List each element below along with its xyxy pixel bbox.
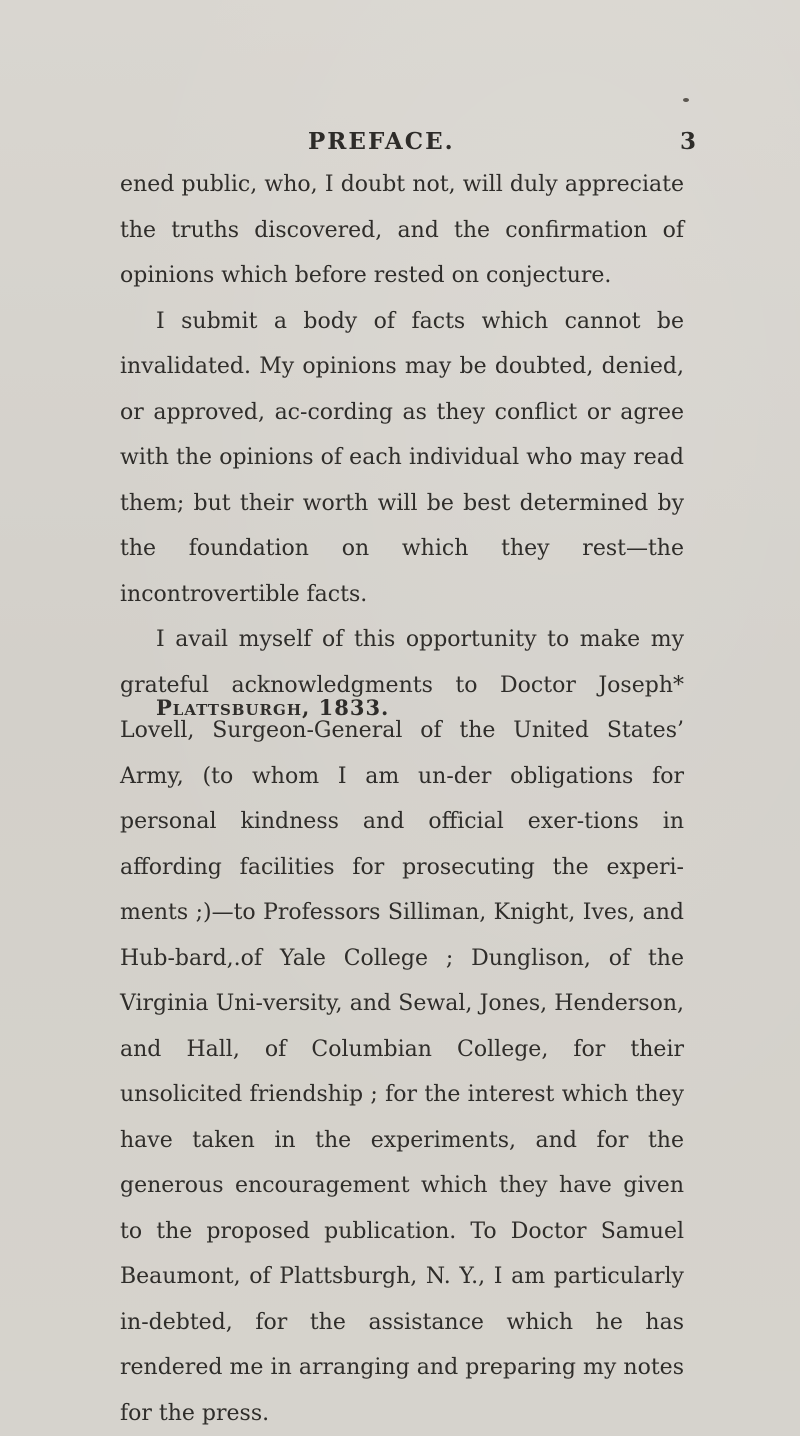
ink-blot xyxy=(683,98,689,102)
running-title: PREFACE. xyxy=(308,128,455,155)
paragraph-facts: I submit a body of facts which cannot be invalidated. My opinions may be doubted, denied, or approved, ac-cording as they conflict or agree with the opinions of each individual who may read them; but their worth will be best determined by the foundation on which they rest—the incontrovertible facts. xyxy=(120,308,684,607)
paragraph-continuation: ened public, who, I doubt not, will duly appreciate the truths discovered, and the confirmation of opinions which before rested on conjecture. xyxy=(120,172,684,288)
page-number: 3 xyxy=(680,128,697,155)
place-date-signature: Plattsburgh, 1833. xyxy=(156,695,390,720)
paragraph-acknowledgments: I avail myself of this opportunity to make my grateful acknowledgments to Doctor Joseph* Lovell, Surgeon-General of the United States’ Army, (to whom I am un-der obligations for personal kindness and official exer-tions in affording facilities for prosecuting the experi-ments ;)—to Professors Silliman, Knight, Ives, and Hub-bard,.of Yale College ; Dunglison, of the Virginia Uni-versity, and Sewal, Jones, Henderson, and Hall, of Columbian College, for their unsolicited friendship ; for the interest which they have taken in the experiments, and for the generous encouragement which they have given to the proposed publication. To Doctor Samuel Beaumont, of Plattsburgh, N. Y., I am particularly in-debted, for the assistance which he has rendered me in arranging and preparing my notes for the press. xyxy=(120,627,684,1426)
page-header xyxy=(0,128,800,164)
body-text xyxy=(120,162,684,1436)
